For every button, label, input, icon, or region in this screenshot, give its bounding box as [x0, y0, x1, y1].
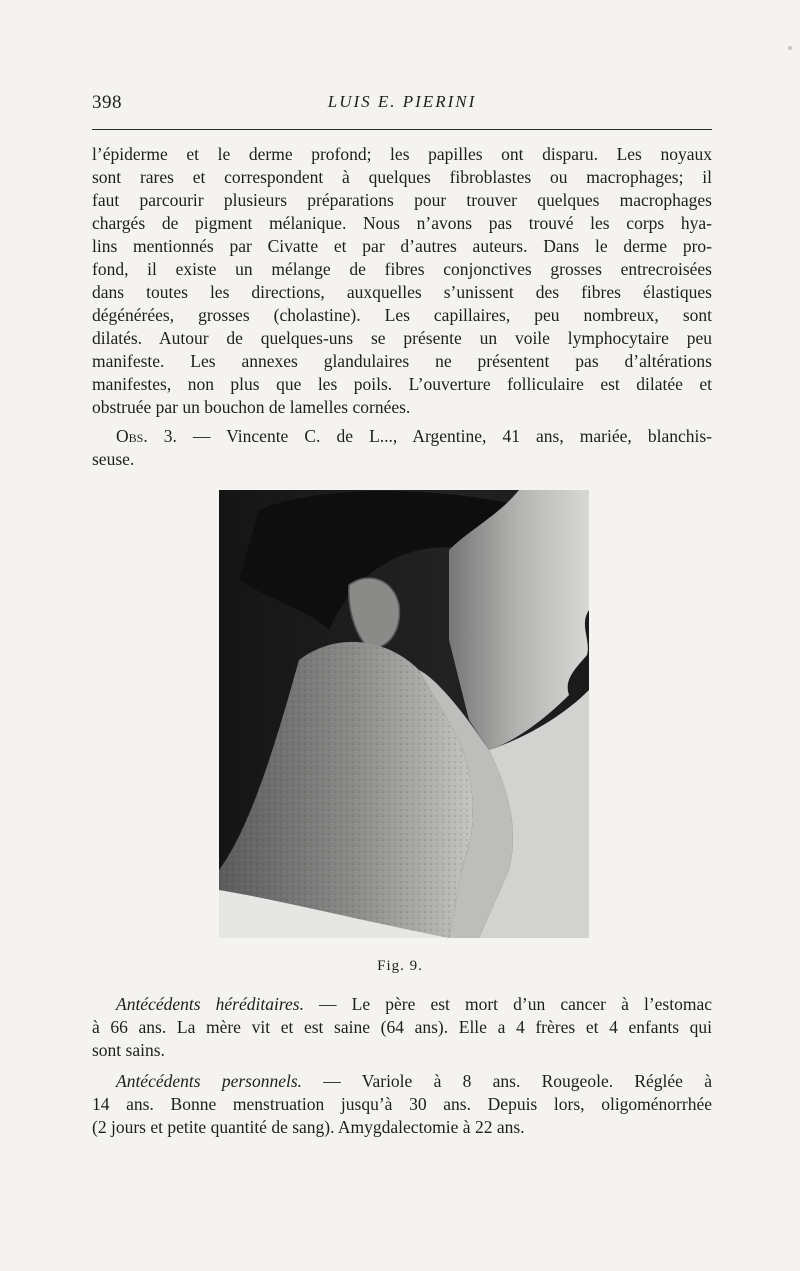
- patient-photograph: [219, 490, 589, 938]
- antecedents-hereditaires-paragraph: [92, 993, 712, 1062]
- text-line: fond, il existe un mélange de fibres conjonctives grosses entrecroisées: [92, 259, 712, 279]
- text-line: (2 jours et petite quantité de sang). Amygdalectomie à 22 ans.: [92, 1117, 525, 1137]
- paper-speck: [788, 46, 792, 50]
- text-line: à 66 ans. La mère vit et est saine (64 ans). Elle a 4 frères et 4 enfants qui: [92, 1017, 712, 1037]
- text-line: [92, 993, 712, 1016]
- text-line: [92, 1070, 712, 1093]
- text-line: seuse.: [92, 449, 135, 469]
- antecedents-personnels: [92, 1070, 712, 1139]
- text-line: chargés de pigment mélanique. Nous n’avons pas trouvé les corps hya-: [92, 213, 712, 233]
- text-line: sont sains.: [92, 1040, 165, 1060]
- observation-label: Obs. 3.: [116, 426, 177, 446]
- section-text: — Variole à 8 ans. Rougeole. Réglée à: [302, 1071, 712, 1091]
- text-line: dilatés. Autour de quelques-uns se présente un voile lymphocytaire peu: [92, 328, 712, 348]
- text-line: l’épiderme et le derme profond; les papilles ont disparu. Les noyaux: [92, 144, 712, 164]
- observation-paragraph: [92, 425, 712, 471]
- header-rule: [92, 129, 712, 130]
- text-line: [92, 425, 712, 448]
- paragraph-histology: [92, 143, 712, 419]
- text-line: manifestes, non plus que les poils. L’ouverture folliculaire est dilatée et: [92, 374, 712, 394]
- neck-photo-illustration: [219, 490, 589, 938]
- antecedents-personnels-paragraph: [92, 1070, 712, 1139]
- page-header: [92, 92, 712, 122]
- figure-caption: Fig. 9.: [377, 958, 423, 974]
- section-text: — Le père est mort d’un cancer à l’estomac: [303, 994, 712, 1014]
- text-line: sont rares et correspondent à quelques fibroblastes ou macrophages; il: [92, 167, 712, 187]
- observation-entry: [92, 425, 712, 471]
- text-line: lins mentionnés par Civatte et par d’autres auteurs. Dans le derme pro-: [92, 236, 712, 256]
- paragraph-lines: [92, 143, 712, 419]
- text-line: dégénérées, grosses (cholastine). Les capillaires, peu nombreux, sont: [92, 305, 712, 325]
- text-line: faut parcourir plusieurs préparations pour trouver quelques macrophages: [92, 190, 712, 210]
- section-heading: Antécédents héréditaires.: [116, 994, 304, 1014]
- section-heading: Antécédents personnels.: [116, 1071, 303, 1091]
- text-line: manifeste. Les annexes glandulaires ne présentent pas d’altérations: [92, 351, 712, 371]
- observation-text: — Vincente C. de L..., Argentine, 41 ans, mariée, blanchis-: [176, 426, 712, 446]
- running-head: LUIS E. PIERINI: [327, 92, 477, 111]
- text-line: obstruée par un bouchon de lamelles cornées.: [92, 397, 411, 417]
- antecedents-hereditaires: [92, 993, 712, 1062]
- text-line: 14 ans. Bonne menstruation jusqu’à 30 ans. Depuis lors, oligoménorrhée: [92, 1094, 712, 1114]
- text-line: dans toutes les directions, auxquelles s’unissent des fibres élastiques: [92, 282, 712, 302]
- page-number: 398: [92, 92, 122, 113]
